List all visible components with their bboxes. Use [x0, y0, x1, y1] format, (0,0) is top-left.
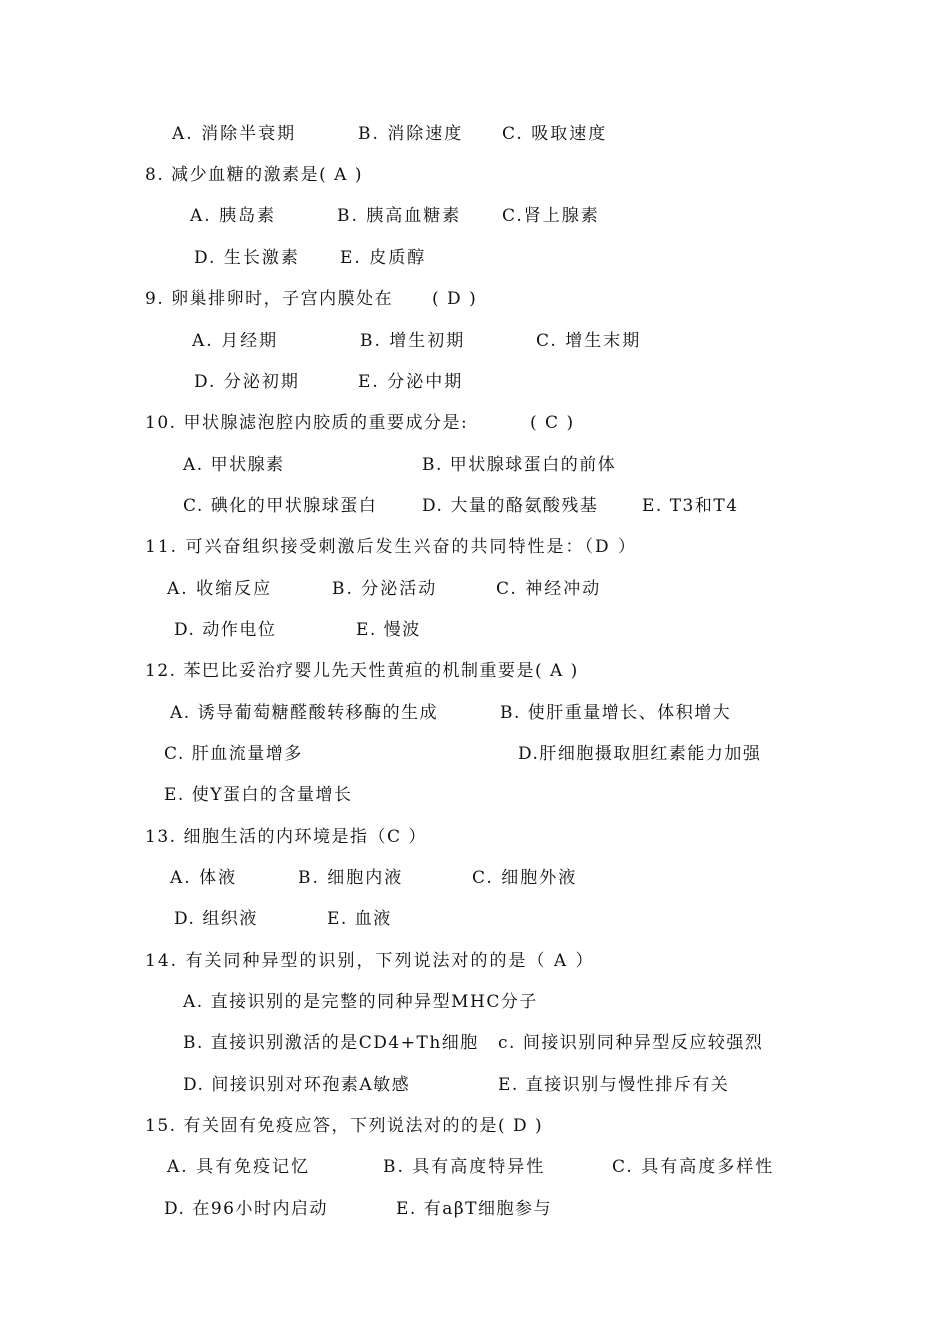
q10-option-e: E. T3和T4	[642, 496, 739, 516]
q12-option-c: C. 肝血流量增多	[164, 744, 303, 764]
q9-option-d: D. 分泌初期	[194, 372, 300, 392]
q11-option-d: D. 动作电位	[174, 620, 277, 640]
q7-option-c: C. 吸取速度	[502, 124, 608, 144]
q15-option-a: A. 具有免疫记忆	[167, 1157, 311, 1177]
q14-option-b: B. 直接识别激活的是CD4+Th细胞	[183, 1033, 479, 1053]
q14-option-a: A. 直接识别的是完整的同种异型MHC分子	[183, 992, 538, 1012]
question-10-answer: ( C )	[530, 413, 575, 433]
q9-option-e: E. 分泌中期	[358, 372, 464, 392]
q14-option-d: D. 间接识别对环孢素A敏感	[183, 1075, 411, 1095]
q9-option-c: C. 增生末期	[536, 331, 642, 351]
q12-option-e: E. 使Y蛋白的含量增长	[164, 785, 353, 805]
q10-option-d: D. 大量的酪氨酸残基	[422, 496, 599, 516]
q7-option-a: A. 消除半衰期	[172, 124, 297, 144]
q15-option-c: C. 具有高度多样性	[612, 1157, 775, 1177]
q12-option-b: B. 使肝重量增长、体积增大	[500, 703, 732, 723]
q15-option-d: D. 在96小时内启动	[164, 1199, 328, 1219]
q8-option-b: B. 胰高血糖素	[337, 206, 462, 226]
q12-option-d: D.肝细胞摄取胆红素能力加强	[518, 744, 762, 764]
q11-option-b: B. 分泌活动	[332, 579, 438, 599]
q13-option-b: B. 细胞内液	[298, 868, 404, 888]
q8-option-a: A. 胰岛素	[190, 206, 277, 226]
q8-option-d: D. 生长激素	[194, 248, 300, 268]
question-14: 14. 有关同种异型的识别，下列说法对的的是（ A ）	[145, 951, 595, 971]
q10-option-c: C. 碘化的甲状腺球蛋白	[183, 496, 378, 516]
question-10: 10. 甲状腺滤泡腔内胶质的重要成分是:	[145, 413, 469, 433]
q11-option-e: E. 慢波	[356, 620, 421, 640]
q13-option-e: E. 血液	[327, 909, 392, 929]
q15-option-e: E. 有aβT细胞参与	[396, 1199, 553, 1219]
q10-option-a: A. 甲状腺素	[183, 455, 285, 475]
question-15: 15. 有关固有免疫应答，下列说法对的的是( D )	[145, 1116, 544, 1136]
q9-option-a: A. 月经期	[192, 331, 279, 351]
q7-option-b: B. 消除速度	[358, 124, 464, 144]
question-9: 9. 卵巢排卵时，子宫内膜处在	[145, 289, 394, 309]
q8-option-c: C.肾上腺素	[502, 206, 600, 226]
q14-option-e: E. 直接识别与慢性排斥有关	[498, 1075, 730, 1095]
q13-option-d: D. 组织液	[174, 909, 258, 929]
question-9-answer: ( D )	[432, 289, 478, 309]
q14-option-c: c. 间接识别同种异型反应较强烈	[498, 1033, 764, 1053]
question-12: 12. 苯巴比妥治疗婴儿先天性黄疸的机制重要是( A )	[145, 661, 579, 681]
q11-option-a: A. 收缩反应	[167, 579, 273, 599]
q13-option-a: A. 体液	[170, 868, 238, 888]
question-11: 11. 可兴奋组织接受刺激后发生兴奋的共同特性是：（D ）	[145, 537, 637, 557]
q9-option-b: B. 增生初期	[360, 331, 466, 351]
q12-option-a: A. 诱导葡萄糖醛酸转移酶的生成	[170, 703, 439, 723]
q11-option-c: C. 神经冲动	[496, 579, 602, 599]
q15-option-b: B. 具有高度特异性	[383, 1157, 546, 1177]
q13-option-c: C. 细胞外液	[472, 868, 578, 888]
q8-option-e: E. 皮质醇	[340, 248, 427, 268]
question-13: 13. 细胞生活的内环境是指（C ）	[145, 827, 427, 847]
question-8: 8. 减少血糖的激素是( A )	[145, 165, 363, 185]
q10-option-b: B. 甲状腺球蛋白的前体	[422, 455, 617, 475]
